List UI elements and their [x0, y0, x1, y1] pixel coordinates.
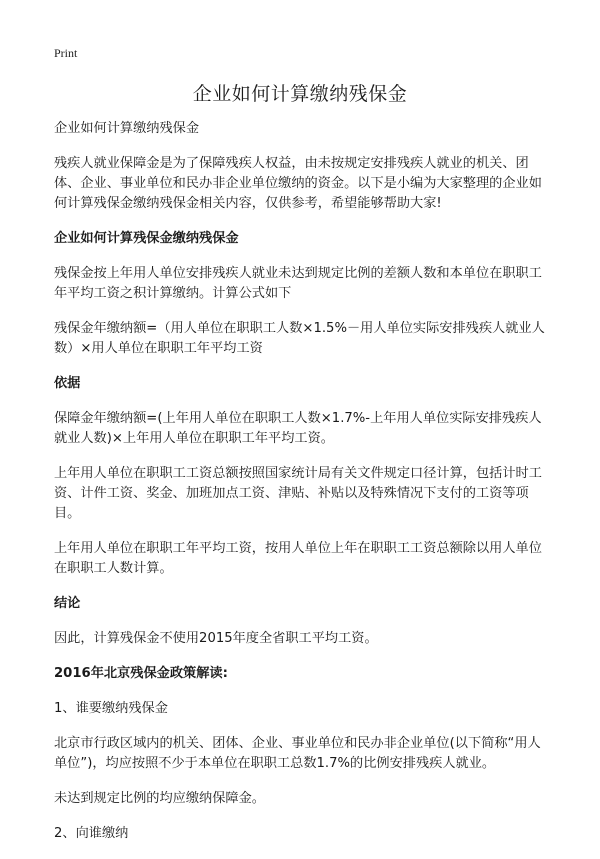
intro-paragraph: 残疾人就业保障金是为了保障残疾人权益，由未按规定安排残疾人就业的机关、团体、企业、事业单位和民办非企业单位缴纳的资金。以下是小编为大家整理的企业如何计算残保金缴纳残保金相关内容，仅供参考，希望能够帮助大家! [54, 156, 542, 211]
average-wage-paragraph: 上年用人单位在职职工年平均工资，按用人单位上年在职职工工资总额除以用人单位在职职工人数计算。 [54, 541, 542, 576]
basis-formula-paragraph: 保障金年缴纳额=(上年用人单位在职职工人数×1.7%-上年用人单位实际安排残疾人就业人数)×上年用人单位在职职工年平均工资。 [54, 411, 542, 446]
article-body [54, 119, 550, 859]
policy-item-heading-who-pays: 1、谁要缴纳残保金 [54, 701, 168, 716]
policy-item-heading-pay-to: 2、向谁缴纳 [54, 826, 129, 841]
document-title: 企业如何计算缴纳残保金 [192, 83, 408, 105]
section-heading-basis: 依据 [54, 376, 81, 391]
conclusion-paragraph: 因此，计算残保金不使用2015年度全省职工平均工资。 [54, 631, 378, 646]
section-heading-calculation: 企业如何计算残保金缴纳残保金 [54, 231, 239, 246]
wage-total-paragraph: 上年用人单位在职职工工资总额按照国家统计局有关文件规定口径计算，包括计时工资、计件工资、奖金、加班加点工资、津贴、补贴以及特殊情况下支付的工资等项目。 [54, 466, 542, 521]
shortfall-paragraph: 未达到规定比例的均应缴纳保障金。 [54, 791, 265, 806]
print-label: Print [54, 46, 78, 60]
formula-paragraph: 残保金年缴纳额=（用人单位在职职工人数×1.5%－用人单位实际安排残疾人就业人数）×用人单位在职职工年平均工资 [54, 321, 545, 356]
who-pays-paragraph: 北京市行政区域内的机关、团体、企业、事业单位和民办非企业单位(以下简称“用人单位”)，均应按照不少于本单位在职职工总数1.7%的比例安排残疾人就业。 [54, 736, 541, 771]
section-heading-conclusion: 结论 [54, 596, 81, 611]
section-heading-beijing-policy: 2016年北京残保金政策解读: [54, 666, 228, 681]
intro-heading: 企业如何计算缴纳残保金 [54, 121, 200, 136]
calculation-paragraph: 残保金按上年用人单位安排残疾人就业未达到规定比例的差额人数和本单位在职职工年平均工资之积计算缴纳。计算公式如下 [54, 266, 542, 301]
